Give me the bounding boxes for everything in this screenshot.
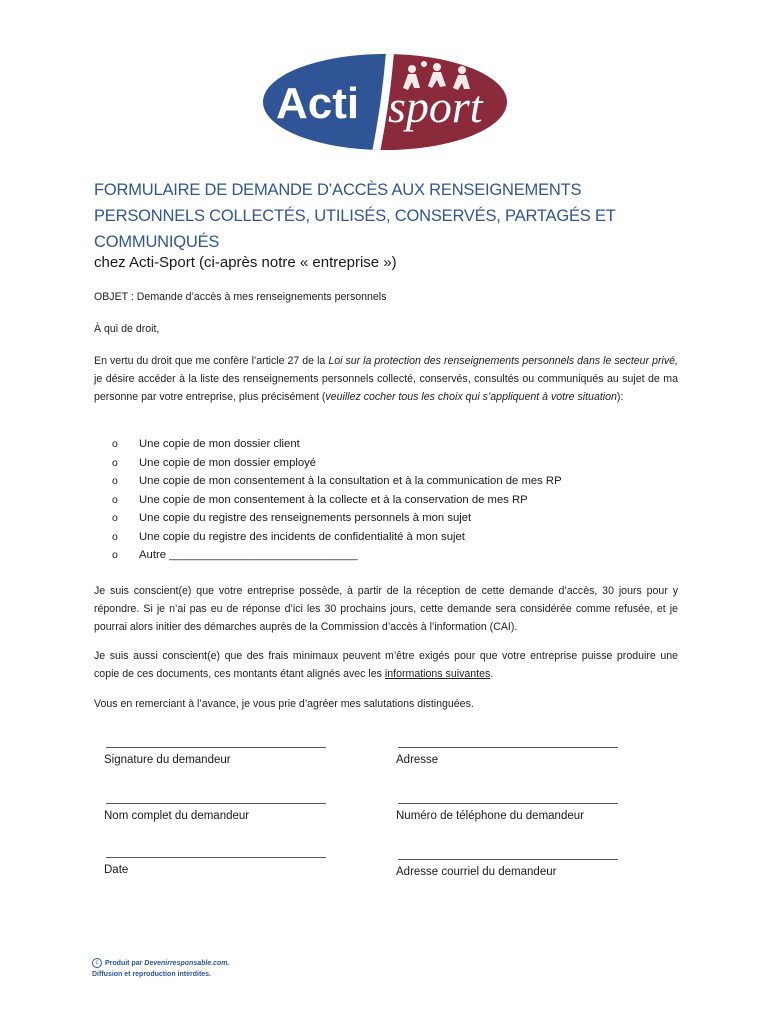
copyright-icon: c — [92, 958, 102, 968]
phone-label: Numéro de téléphone du demandeur — [396, 810, 584, 822]
email-line[interactable] — [398, 851, 618, 860]
email-label: Adresse courriel du demandeur — [396, 866, 557, 878]
logo-text-sport: sport — [388, 81, 483, 132]
checkbox-bullet[interactable]: o — [112, 475, 118, 487]
acti-sport-logo — [262, 52, 508, 152]
title-line: PERSONNELS COLLECTÉS, UTILISÉS, CONSERVÉS, PARTAGÉS ET — [94, 207, 616, 225]
date-field[interactable] — [104, 849, 326, 876]
instruction: veuillez cocher tous les choix qui s’appliquent à votre situation — [325, 391, 617, 403]
full-name-line[interactable] — [106, 795, 326, 804]
choice-label: Une copie du registre des incidents de confidentialité à mon sujet — [139, 530, 465, 543]
form-subtitle: chez Acti-Sport (ci-après notre « entreprise ») — [94, 254, 397, 271]
intro-paragraph — [94, 352, 678, 406]
signature-field[interactable] — [104, 739, 326, 766]
footer-rights: Diffusion et reproduction interdites. — [92, 971, 212, 978]
choice-label: Une copie du registre des renseignements personnels à mon sujet — [139, 512, 472, 524]
choice-label: Une copie de mon consentement à la consultation et à la communication de mes RP — [139, 475, 562, 487]
checkbox-bullet[interactable]: o — [112, 456, 118, 469]
intro-text: ): — [616, 391, 624, 403]
form-title — [94, 177, 694, 255]
signature-line[interactable] — [106, 739, 326, 748]
address-field[interactable] — [396, 739, 618, 766]
choice-label: Une copie de mon dossier employé — [139, 456, 317, 469]
title-line: COMMUNIQUÉS — [94, 233, 220, 251]
response-delay-paragraph: Je suis conscient(e) que votre entreprise possède, à partir de la réception de cette demande d’accès, 30 jours pour y répondre. Si je n’ai pas eu de réponse d’ici les 30 prochains jours, cette demande sera considérée comme refusée, et je pourrai alors initier des démarches auprès de la Commission d’accès à l’information (CAI). — [94, 585, 678, 633]
phone-line[interactable] — [398, 795, 618, 804]
information-link[interactable]: informations suivantes — [384, 668, 491, 680]
phone-field[interactable] — [396, 795, 618, 822]
law-name: Loi sur la protection des renseignements personnels dans le secteur privé, — [328, 355, 678, 367]
checkbox-bullet[interactable]: o — [112, 530, 118, 543]
footer — [92, 958, 229, 980]
title-line: FORMULAIRE DE DEMANDE D’ACCÈS AUX RENSEIGNEMENTS — [94, 181, 582, 199]
logo-text-acti: Acti — [276, 79, 360, 128]
signature-label: Signature du demandeur — [104, 754, 231, 766]
full-name-label: Nom complet du demandeur — [104, 810, 250, 822]
fees-text: Je suis aussi conscient(e) que des frais minimaux peuvent m’être exigés pour que votre entreprise puisse produire une copie de ces documents, ces montants étant alignés avec les — [94, 650, 678, 680]
checkbox-bullet[interactable]: o — [112, 512, 118, 524]
choice-label: Une copie de mon dossier client — [139, 438, 300, 450]
greeting: À qui de droit, — [94, 323, 160, 335]
date-label: Date — [104, 864, 129, 876]
choice-label: Une copie de mon consentement à la collecte et à la conservation de mes RP — [139, 493, 528, 506]
date-line[interactable] — [106, 849, 326, 858]
intro-text: je désire accéder à la liste des renseignements personnels collecté, conservés, consultés ou communiqués au sujet de ma personne par votre entreprise, plus précisément ( — [94, 373, 678, 403]
object-line: OBJET : Demande d’accès à mes renseignements personnels — [94, 291, 387, 303]
email-field[interactable] — [396, 851, 618, 878]
fees-paragraph — [94, 647, 678, 683]
full-name-field[interactable] — [104, 795, 326, 822]
choice-label-other[interactable]: Autre ______________________________ — [139, 549, 358, 561]
closing-line: Vous en remerciant à l’avance, je vous prie d’agréer mes salutations distinguées. — [94, 698, 474, 710]
checkbox-bullet[interactable]: o — [112, 493, 118, 506]
footer-site: Devenirresponsable.com. — [144, 960, 230, 967]
address-label: Adresse — [396, 754, 439, 766]
footer-produced: Produit par — [105, 960, 145, 967]
checkbox-bullet[interactable]: o — [112, 438, 118, 450]
checkbox-bullet[interactable]: o — [112, 549, 118, 561]
address-line[interactable] — [398, 739, 618, 748]
intro-text: En vertu du droit que me confère l’article 27 de la — [94, 355, 329, 367]
fees-end: . — [490, 668, 494, 680]
